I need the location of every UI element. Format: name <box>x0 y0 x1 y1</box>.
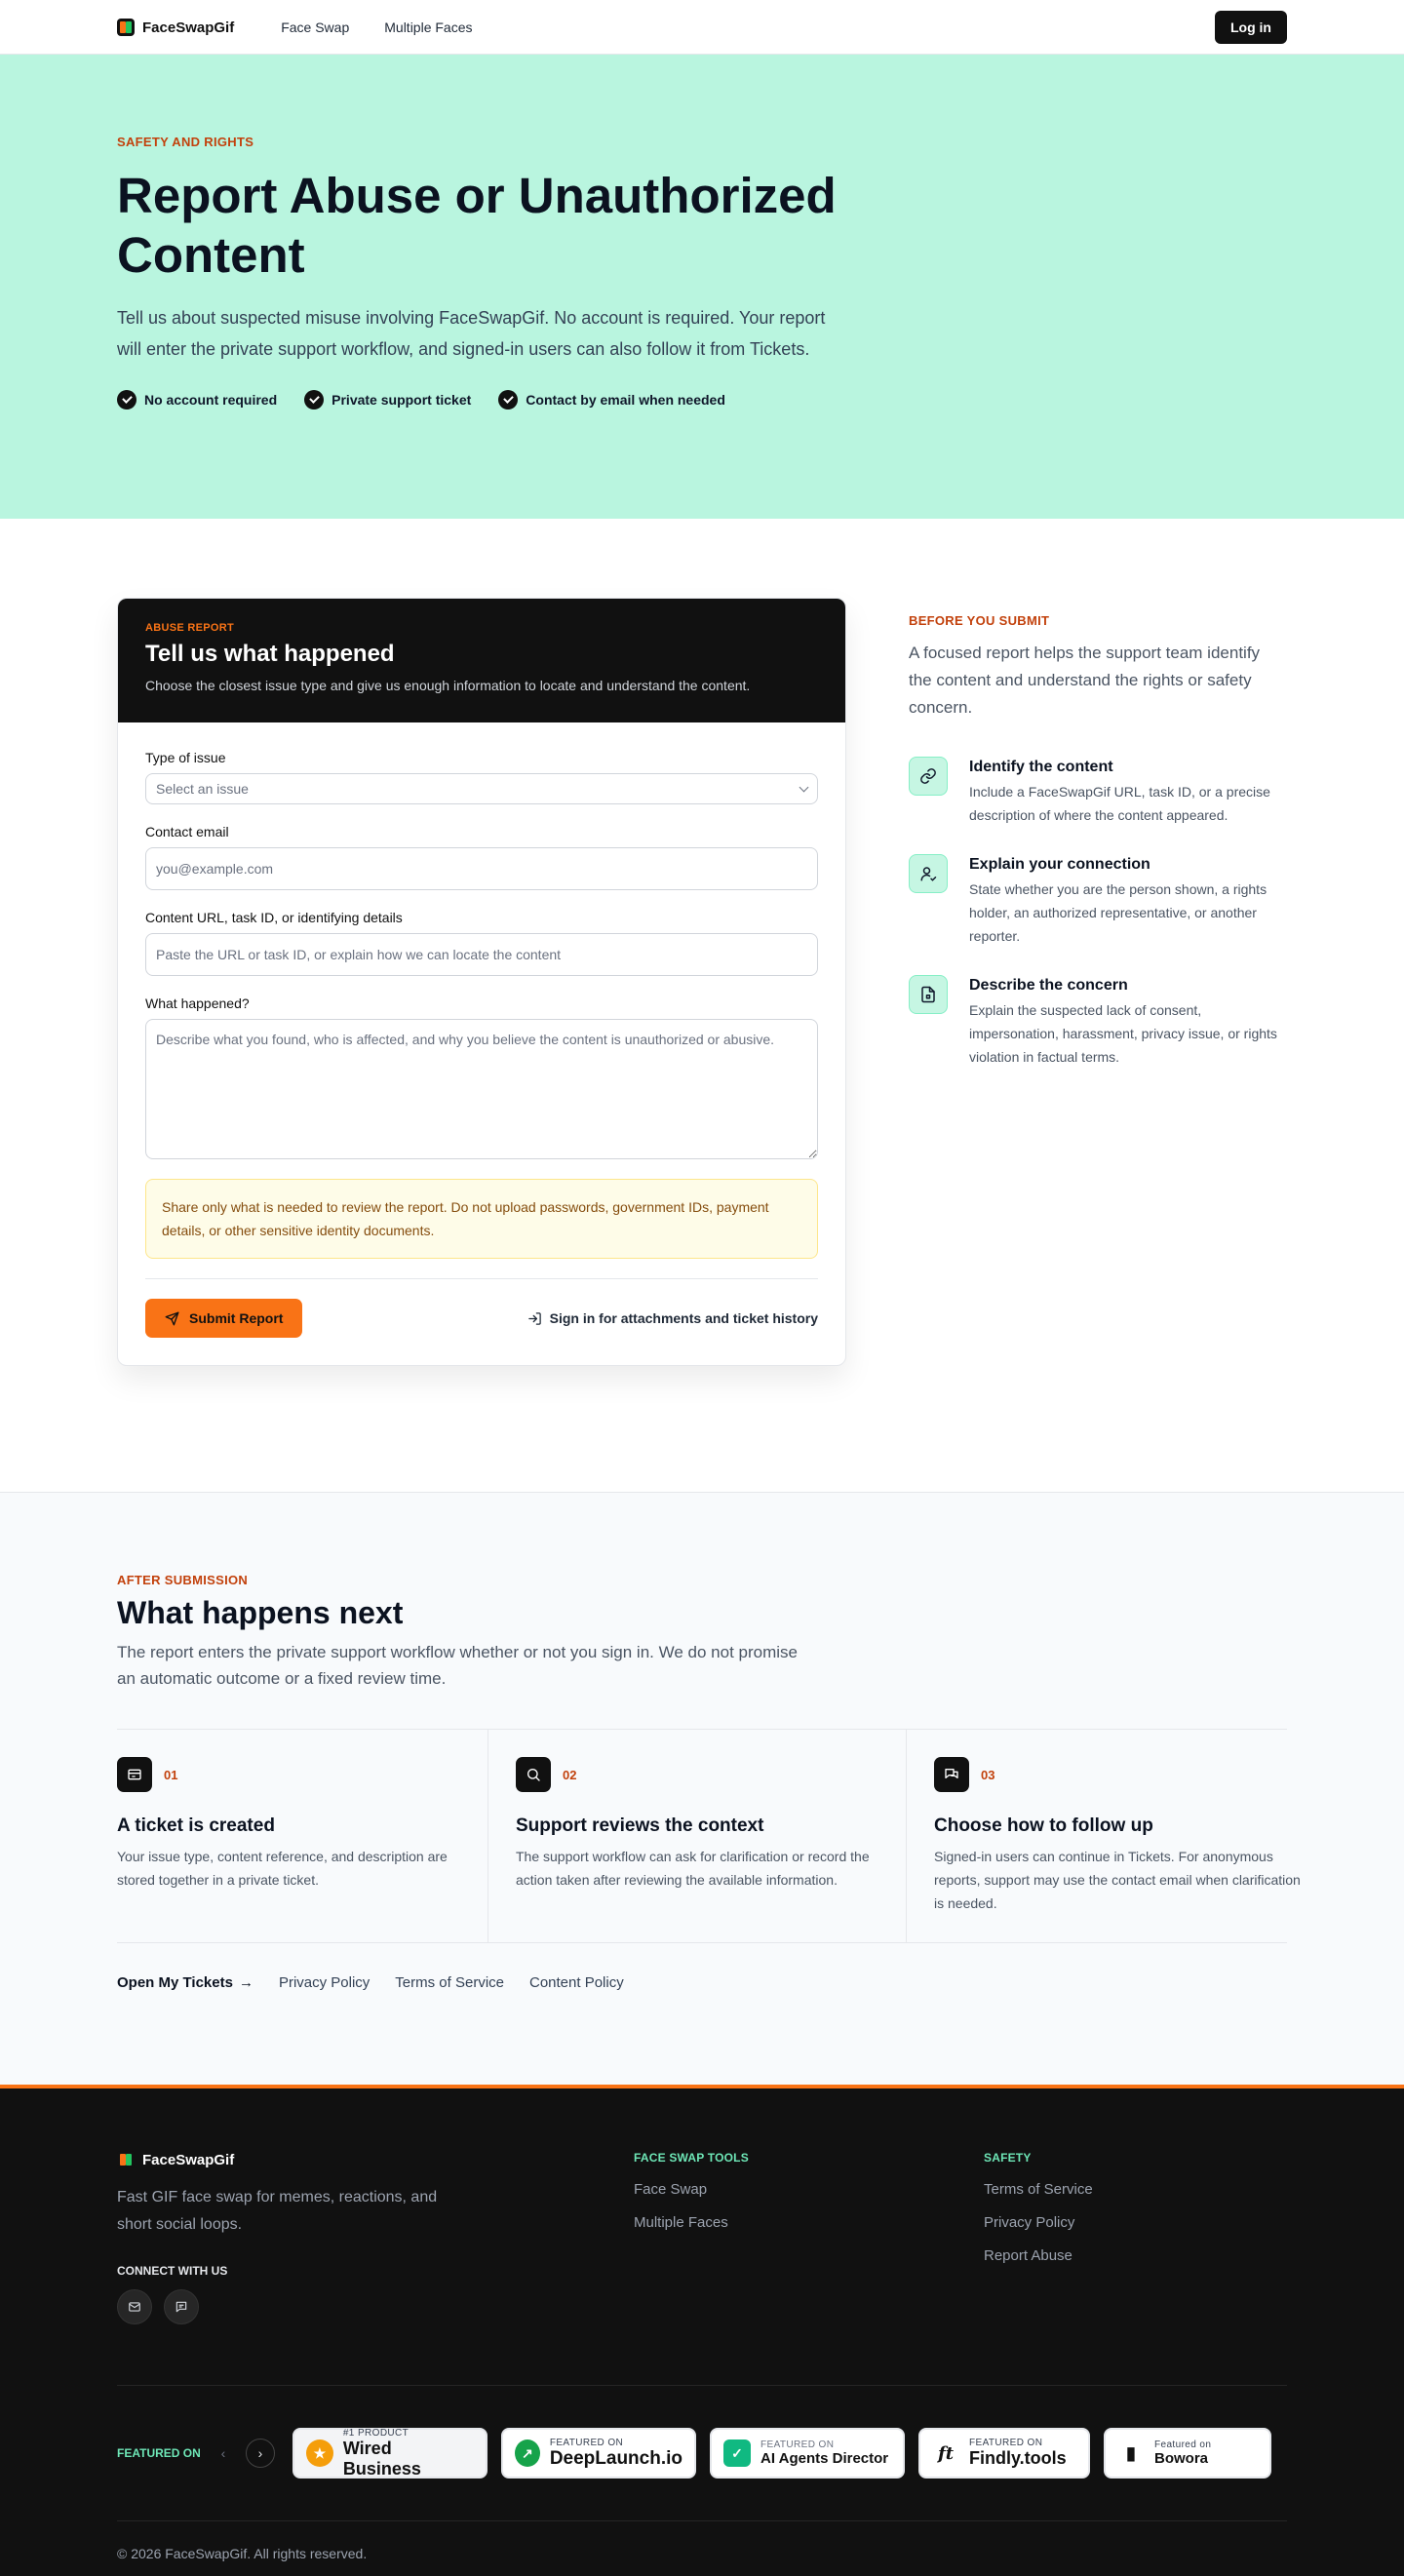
issue-label: Type of issue <box>145 750 226 765</box>
issue-select[interactable] <box>145 773 818 804</box>
footer-link-report-abuse[interactable]: Report Abuse <box>984 2247 1072 2264</box>
badge-big: DeepLaunch.io <box>549 2447 682 2469</box>
brand-logo[interactable] <box>117 19 234 36</box>
check-item <box>304 390 471 410</box>
hero-eyebrow: SAFETY AND RIGHTS <box>117 135 254 149</box>
chevron-down-icon <box>800 782 809 792</box>
send-icon <box>165 1311 179 1326</box>
process-step-text: Your issue type, content reference, and description are stored together in a private ticket. <box>117 1849 448 1888</box>
badge-bowora[interactable] <box>1104 2428 1271 2478</box>
footer-tagline: Fast GIF face swap for memes, reactions, and short social loops. <box>117 2189 438 2233</box>
check-label: Private support ticket <box>332 392 472 408</box>
footer-link-privacy[interactable]: Privacy Policy <box>984 2214 1075 2231</box>
step-title: Describe the concern <box>969 977 1128 994</box>
url-label: Content URL, task ID, or identifying details <box>145 910 403 925</box>
step-number: 01 <box>164 1767 178 1782</box>
site-header <box>0 0 1404 55</box>
chevron-right-icon[interactable]: › <box>246 2439 275 2468</box>
aside-step <box>909 757 1287 827</box>
after-submission-section <box>0 1492 1404 2085</box>
connect-heading: CONNECT WITH US <box>117 2264 228 2278</box>
footer-link-multiple-faces[interactable]: Multiple Faces <box>634 2214 728 2231</box>
content-url-field[interactable] <box>145 933 818 976</box>
process-step <box>906 1730 1305 1942</box>
nav-multiple-faces[interactable]: Multiple Faces <box>384 20 473 35</box>
sensitive-info-warning: Share only what is needed to review the report. Do not upload passwords, government IDs, payment details, or other sensitive identity documents. <box>145 1179 818 1259</box>
policy-links <box>117 1974 1287 1991</box>
footer-logo[interactable] <box>117 2151 634 2168</box>
privacy-policy-link[interactable]: Privacy Policy <box>278 1974 370 1991</box>
form-subtitle: Choose the closest issue type and give us enough information to locate and understand the content. <box>145 678 751 693</box>
check-item <box>117 390 277 410</box>
what-happened-textarea[interactable] <box>145 1019 818 1159</box>
check-icon: ✓ <box>723 2439 751 2467</box>
link-icon <box>909 757 948 796</box>
badge-small: #1 PRODUCT <box>342 2427 410 2439</box>
badge-small: Featured on <box>1154 2439 1212 2450</box>
badge-small: FEATURED ON <box>549 2437 624 2448</box>
award-icon: ★ <box>306 2439 333 2467</box>
ft-logo-icon: ft <box>937 2442 955 2464</box>
check-circle-icon <box>304 390 324 410</box>
footer-link-terms[interactable]: Terms of Service <box>984 2181 1093 2198</box>
check-label: No account required <box>144 392 278 408</box>
chevron-left-icon[interactable]: ‹ <box>220 2445 226 2461</box>
signin-label: Sign in for attachments and ticket history <box>549 1310 818 1326</box>
terms-link[interactable]: Terms of Service <box>395 1974 504 1991</box>
form-eyebrow: ABUSE REPORT <box>145 622 234 634</box>
process-step <box>117 1730 488 1942</box>
process-step <box>488 1730 906 1942</box>
next-title: What happens next <box>117 1595 404 1630</box>
submit-label: Submit Report <box>189 1310 284 1326</box>
tools-heading: FACE SWAP TOOLS <box>634 2151 749 2165</box>
process-steps <box>117 1729 1301 1943</box>
form-header <box>118 599 845 722</box>
badge-big: AI Agents Director <box>760 2450 889 2467</box>
email-label: Contact email <box>145 824 229 839</box>
report-form-card <box>117 598 846 1366</box>
aside-lead: A focused report helps the support team identify the content and understand the rights or safety concern. <box>909 644 1261 717</box>
bowora-logo-icon: ▮ <box>1126 2442 1136 2463</box>
step-text: Explain the suspected lack of consent, impersonation, harassment, privacy issue, or rights violation in factual terms. <box>969 1002 1277 1065</box>
copyright: © 2026 FaceSwapGif. All rights reserved. <box>117 2546 368 2561</box>
footer-brand-name: FaceSwapGif <box>142 2151 235 2168</box>
nav-face-swap[interactable]: Face Swap <box>281 20 350 35</box>
login-button[interactable]: Log in <box>1215 11 1287 44</box>
process-step-title: A ticket is created <box>117 1815 275 1836</box>
brand-name: FaceSwapGif <box>142 19 235 36</box>
badge-small: FEATURED ON <box>969 2438 1043 2448</box>
mail-icon[interactable] <box>117 2289 152 2324</box>
footer-link-face-swap[interactable]: Face Swap <box>634 2181 708 2198</box>
next-eyebrow: AFTER SUBMISSION <box>117 1573 249 1587</box>
what-label: What happened? <box>145 995 250 1011</box>
trend-up-icon: ↗ <box>515 2439 540 2467</box>
badge-deeplaunch[interactable] <box>501 2428 696 2478</box>
process-step-title: Choose how to follow up <box>934 1815 1153 1836</box>
logo-icon <box>117 2151 135 2168</box>
aside-step <box>909 975 1287 1069</box>
arrow-right-icon: → <box>238 1974 254 1991</box>
form-body <box>118 722 845 1365</box>
chat-icon[interactable] <box>164 2289 199 2324</box>
check-label: Contact by email when needed <box>526 392 725 408</box>
chat-icon <box>934 1757 969 1792</box>
process-step-text: The support workflow can ask for clarification or record the action taken after reviewing the available information. <box>516 1849 870 1888</box>
submit-report-button[interactable] <box>145 1299 302 1338</box>
email-field[interactable] <box>145 847 818 890</box>
main-nav <box>281 20 472 35</box>
content-policy-link[interactable]: Content Policy <box>529 1974 624 1991</box>
step-number: 02 <box>563 1767 577 1782</box>
page-title: Report Abuse or Unauthorized Content <box>117 168 837 283</box>
featured-row <box>117 2385 1287 2521</box>
site-footer <box>0 2085 1404 2576</box>
ticket-icon <box>117 1757 152 1792</box>
aside-eyebrow: BEFORE YOU SUBMIT <box>909 613 1050 628</box>
aside-step <box>909 854 1287 948</box>
step-title: Explain your connection <box>969 856 1150 873</box>
step-number: 03 <box>981 1767 995 1782</box>
hero-lead: Tell us about suspected misuse involving FaceSwapGif. No account is required. Your report will enter the private support workflow, and signed-in users can also follow it from Tickets. <box>117 308 826 359</box>
badge-findly-tools[interactable] <box>918 2428 1090 2478</box>
check-circle-icon <box>498 390 518 410</box>
file-icon <box>909 975 948 1014</box>
badge-big: Bowora <box>1154 2450 1209 2467</box>
badge-small: FEATURED ON <box>760 2439 835 2450</box>
safety-heading: SAFETY <box>984 2151 1032 2165</box>
signin-link[interactable] <box>527 1310 818 1326</box>
step-title: Identify the content <box>969 759 1113 775</box>
open-tickets-link[interactable] <box>117 1974 254 1991</box>
next-lead: The report enters the private support workflow whether or not you sign in. We do not promise an automatic outcome or a fixed review time. <box>117 1643 798 1688</box>
report-section <box>0 519 1404 1492</box>
process-step-text: Signed-in users can continue in Tickets. For anonymous reports, support may use the contact email when clarification is needed. <box>934 1849 1301 1911</box>
badge-big: Findly.tools <box>969 2448 1067 2468</box>
hero-checks <box>117 390 1287 410</box>
open-tickets-label: Open My Tickets <box>117 1974 233 1991</box>
logo-icon <box>117 19 135 36</box>
search-icon <box>516 1757 551 1792</box>
check-circle-icon <box>117 390 136 410</box>
hero-section <box>0 55 1404 519</box>
badge-big: Wired Business <box>342 2438 421 2478</box>
process-step-title: Support reviews the context <box>516 1815 764 1836</box>
badge-wired-business[interactable] <box>292 2428 488 2478</box>
login-icon <box>527 1311 542 1326</box>
step-text: Include a FaceSwapGif URL, task ID, or a precise description of where the content appeared. <box>969 784 1270 823</box>
user-check-icon <box>909 854 948 893</box>
step-text: State whether you are the person shown, a rights holder, an authorized representative, or another reporter. <box>969 881 1268 944</box>
badge-ai-agents-director[interactable] <box>710 2428 905 2478</box>
form-title: Tell us what happened <box>145 641 395 667</box>
divider <box>145 1278 818 1279</box>
before-submit-panel <box>909 613 1287 1069</box>
featured-on-label: FEATURED ON <box>117 2446 201 2460</box>
check-item <box>498 390 725 410</box>
issue-select-value: Select an issue <box>156 781 249 797</box>
